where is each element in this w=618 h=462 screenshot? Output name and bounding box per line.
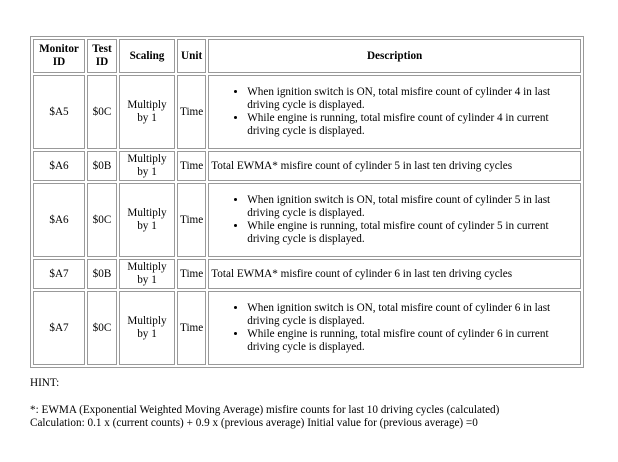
description-cell bbox=[208, 291, 581, 365]
description-item: • While engine is running, total misfire count of cylinder 5 in current driving cycle is displayed. bbox=[247, 220, 578, 246]
table-header-row bbox=[33, 39, 581, 73]
description-cell: Total EWMA* misfire count of cylinder 6 in last ten driving cycles bbox=[208, 259, 581, 289]
scaling-cell: Multiply by 1 bbox=[119, 183, 175, 257]
test-id-cell: $0B bbox=[87, 259, 117, 289]
description-item: • While engine is running, total misfire count of cylinder 6 in current driving cycle is displayed. bbox=[247, 328, 578, 354]
header-test-id: Test ID bbox=[87, 39, 117, 73]
monitor-id-cell: $A7 bbox=[33, 259, 85, 289]
monitor-id-cell: $A7 bbox=[33, 291, 85, 365]
header-unit: Unit bbox=[177, 39, 206, 73]
monitor-table bbox=[30, 36, 584, 368]
description-list bbox=[211, 302, 578, 354]
test-id-cell: $0B bbox=[87, 151, 117, 181]
table-row bbox=[33, 291, 581, 365]
unit-cell: Time bbox=[177, 291, 206, 365]
header-monitor-id: Monitor ID bbox=[33, 39, 85, 73]
test-id-cell: $0C bbox=[87, 291, 117, 365]
monitor-id-cell: $A6 bbox=[33, 151, 85, 181]
monitor-id-cell: $A5 bbox=[33, 75, 85, 149]
scaling-cell: Multiply by 1 bbox=[119, 291, 175, 365]
table-row bbox=[33, 183, 581, 257]
footnote-block bbox=[30, 404, 499, 430]
header-description: Description bbox=[208, 39, 581, 73]
table-row bbox=[33, 259, 581, 289]
test-id-cell: $0C bbox=[87, 75, 117, 149]
test-id-cell: $0C bbox=[87, 183, 117, 257]
monitor-id-cell: $A6 bbox=[33, 183, 85, 257]
header-scaling: Scaling bbox=[119, 39, 175, 73]
description-list bbox=[211, 86, 578, 138]
calculation-footnote: Calculation: 0.1 x (current counts) + 0.9 x (previous average) Initial value for (previous average) =0 bbox=[30, 417, 478, 429]
unit-cell: Time bbox=[177, 259, 206, 289]
description-list bbox=[211, 194, 578, 246]
description-cell: Total EWMA* misfire count of cylinder 5 in last ten driving cycles bbox=[208, 151, 581, 181]
hint-heading: HINT: bbox=[30, 377, 60, 389]
description-item: • When ignition switch is ON, total misfire count of cylinder 5 in last driving cycle is displayed. bbox=[247, 194, 578, 220]
unit-cell: Time bbox=[177, 75, 206, 149]
table-row bbox=[33, 151, 581, 181]
ewma-footnote: *: EWMA (Exponential Weighted Moving Average) misfire counts for last 10 driving cycles (calculated) bbox=[30, 404, 500, 416]
description-item: • When ignition switch is ON, total misfire count of cylinder 6 in last driving cycle is displayed. bbox=[247, 302, 578, 328]
description-cell bbox=[208, 183, 581, 257]
scaling-cell: Multiply by 1 bbox=[119, 151, 175, 181]
scaling-cell: Multiply by 1 bbox=[119, 75, 175, 149]
scaling-cell: Multiply by 1 bbox=[119, 259, 175, 289]
description-item: • While engine is running, total misfire count of cylinder 4 in current driving cycle is displayed. bbox=[247, 112, 578, 138]
description-item: • When ignition switch is ON, total misfire count of cylinder 4 in last driving cycle is displayed. bbox=[247, 86, 578, 112]
unit-cell: Time bbox=[177, 151, 206, 181]
table-row bbox=[33, 75, 581, 149]
unit-cell: Time bbox=[177, 183, 206, 257]
description-cell bbox=[208, 75, 581, 149]
